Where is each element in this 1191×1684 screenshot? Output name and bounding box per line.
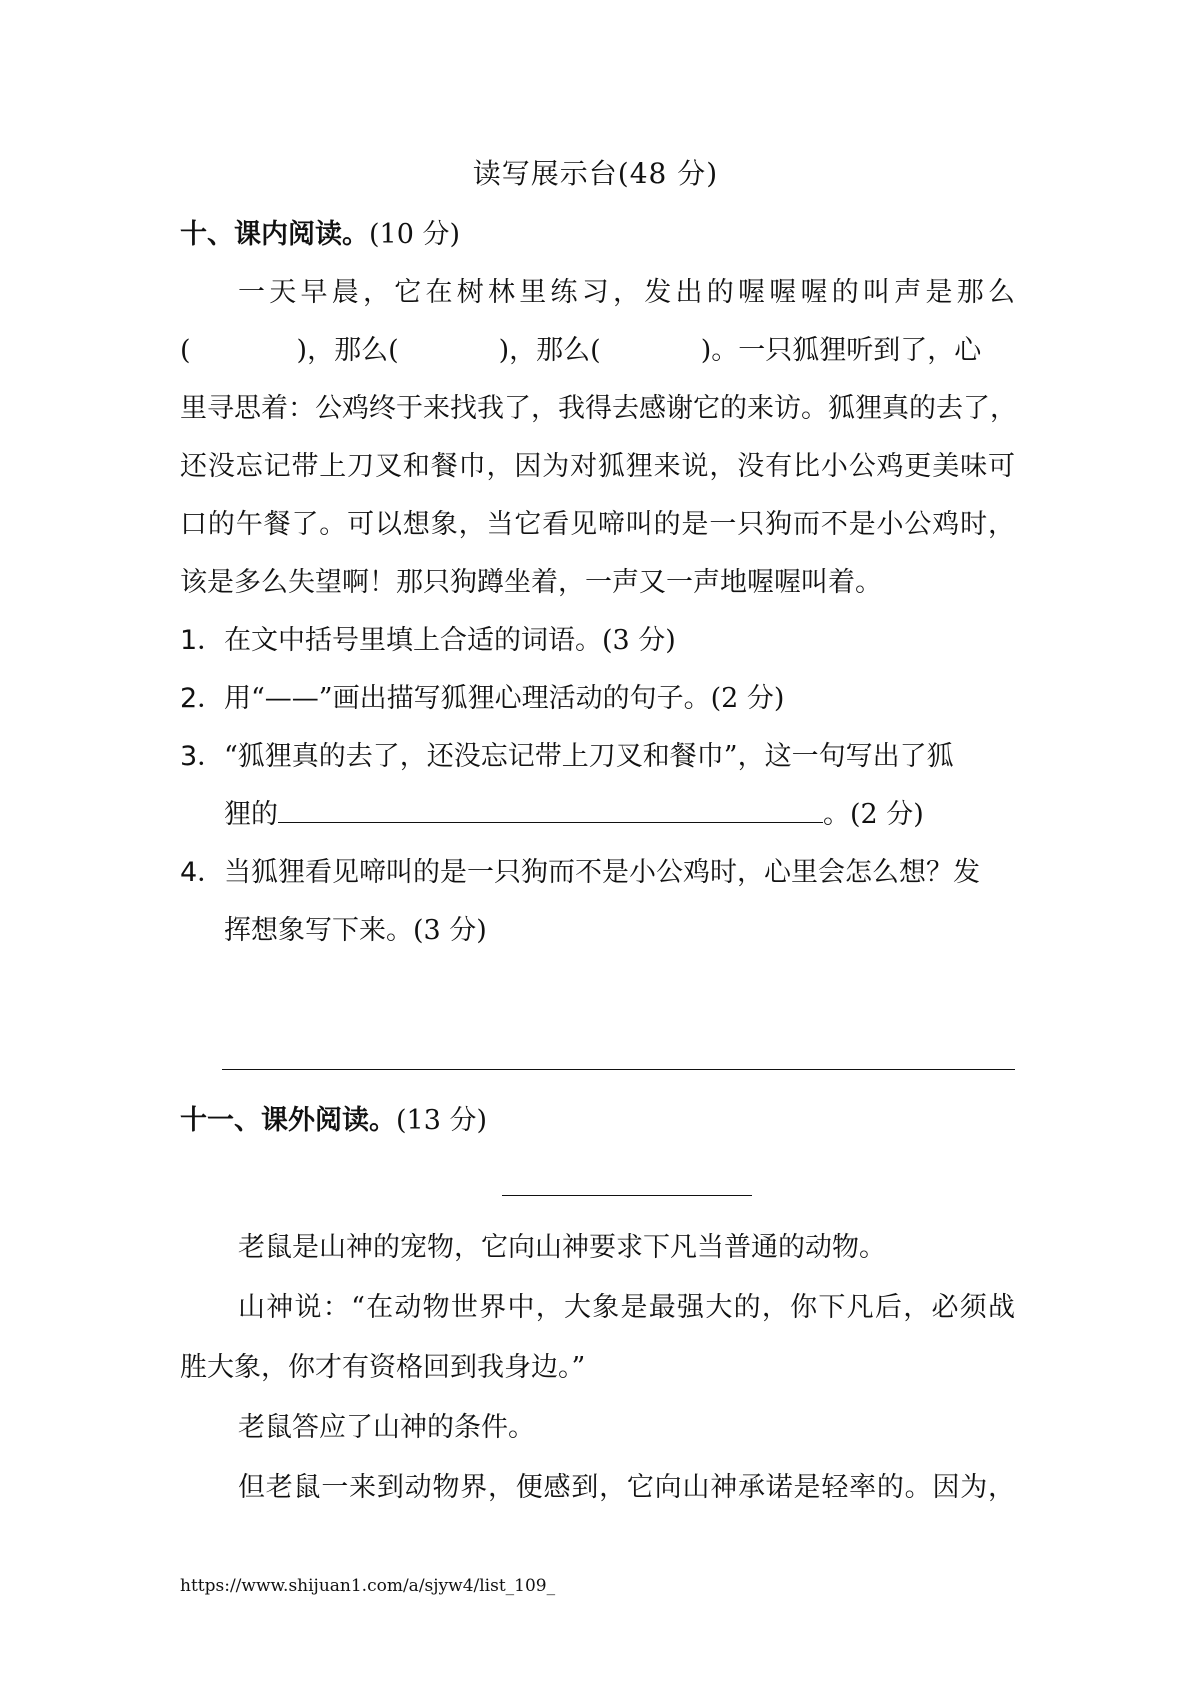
passage-line-with-blanks xyxy=(180,328,1015,367)
passage-title-blank[interactable] xyxy=(502,1195,752,1196)
question-number: 2． xyxy=(180,683,225,714)
section-10-heading xyxy=(180,212,460,251)
section-10-score: (10 分) xyxy=(369,219,461,250)
section-11-score: (13 分) xyxy=(396,1105,488,1136)
passage-line: 胜大象，你才有资格回到我身边。” xyxy=(180,1352,586,1383)
section-10-heading-label: 十、课内阅读。 xyxy=(180,219,369,250)
answer-line[interactable] xyxy=(222,1069,1015,1070)
passage-line: 老鼠是山神的宠物，它向山神要求下凡当普通的动物。 xyxy=(238,1232,886,1263)
question-text: “狐狸真的去了，还没忘记带上刀叉和餐巾”，这一句写出了狐 xyxy=(224,741,954,772)
passage-line: 老鼠答应了山神的条件。 xyxy=(238,1412,535,1443)
question-text: 在文中括号里填上合适的词语。(3 分) xyxy=(224,625,676,656)
question-4 xyxy=(180,850,1015,889)
question-number: 3． xyxy=(180,741,225,772)
question-number: 4． xyxy=(180,857,225,888)
question-2 xyxy=(180,676,1015,715)
passage-line: 但老鼠一来到动物界，便感到，它向山神承诺是轻率的。因为， xyxy=(238,1472,1015,1503)
footer-url: https://www.shijuan1.com/a/sjyw4/list_109_ xyxy=(180,1576,556,1596)
question-3 xyxy=(180,734,1015,773)
question-4-line2: 挥想象写下来。(3 分) xyxy=(224,915,487,946)
bracket-text: )，那么( xyxy=(498,335,601,366)
bracket-text: )，那么( xyxy=(296,335,399,366)
question-text: 用“——”画出描写狐狸心理活动的句子。(2 分) xyxy=(224,683,785,714)
passage-line: 一天早晨，它在树林里练习，发出的喔喔喔的叫声是那么 xyxy=(238,277,1015,308)
passage-line: 还没忘记带上刀叉和餐巾，因为对狐狸来说，没有比小公鸡更美味可 xyxy=(180,451,1015,482)
question-text: 当狐狸看见啼叫的是一只狗而不是小公鸡时，心里会怎么想？发 xyxy=(224,857,980,888)
question-3-answer xyxy=(224,792,924,831)
section-11-heading xyxy=(180,1098,487,1137)
passage-line: 里寻思着：公鸡终于来找我了，我得去感谢它的来访。狐狸真的去了， xyxy=(180,393,1017,424)
bracket-text: )。一只狐狸听到了，心 xyxy=(700,335,982,366)
question-text: 。(2 分) xyxy=(823,799,924,830)
section-11-heading-label: 十一、课外阅读。 xyxy=(180,1105,396,1136)
question-text: 狸的 xyxy=(224,799,278,830)
bracket-text: ( xyxy=(180,335,191,366)
passage-line: 山神说：“在动物世界中，大象是最强大的，你下凡后，必须战 xyxy=(238,1292,1015,1323)
passage-line: 口的午餐了。可以想象，当它看见啼叫的是一只狗而不是小公鸡时， xyxy=(180,509,1015,540)
passage-line: 该是多么失望啊！那只狗蹲坐着，一声又一声地喔喔叫着。 xyxy=(180,567,882,598)
page-title: 读写展示台(48 分) xyxy=(472,157,719,190)
question-1 xyxy=(180,618,1015,657)
question-number: 1． xyxy=(180,625,225,656)
answer-blank[interactable] xyxy=(278,800,823,823)
